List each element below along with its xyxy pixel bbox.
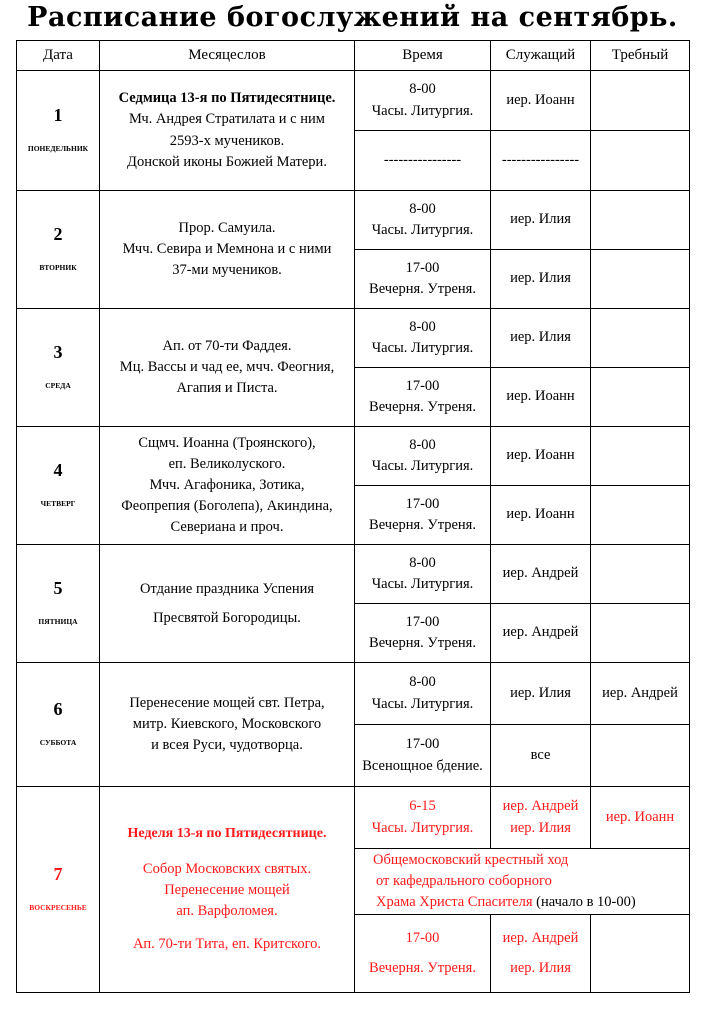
service-time: 8-00 <box>409 436 436 453</box>
table-row <box>17 191 690 250</box>
treb-cell <box>591 309 690 368</box>
service-time: 8-00 <box>409 318 436 335</box>
time-cell <box>355 545 491 604</box>
date-cell <box>17 545 100 663</box>
priest-name: иер. Илия <box>510 959 571 976</box>
treb-cell <box>591 545 690 604</box>
treb-cell <box>591 604 690 663</box>
service-time: 6-15 <box>409 798 436 815</box>
time-cell <box>355 71 491 131</box>
memo-line: Агапия и Писта. <box>176 380 278 396</box>
memo-line: 2593-х мучеников. <box>169 132 285 149</box>
service-name: Часы. Литургия. <box>371 458 474 474</box>
memo-line: Перенесение мощей <box>164 881 290 898</box>
service-time: 8-00 <box>409 674 436 691</box>
memo-line: Феопрепия (Боголепа), Акиндина, <box>121 498 333 514</box>
header-time: Время <box>355 41 491 71</box>
time-cell <box>355 309 491 368</box>
table-row <box>17 663 690 725</box>
service-name: Вечерня. Утреня. <box>369 399 476 415</box>
memo-line: Мчч. Агафоника, Зотика, <box>149 476 305 493</box>
priest-cell: иер. Иоанн <box>491 486 591 545</box>
priest-cell: иер. Илия <box>491 309 591 368</box>
day-name: СУББОТА <box>39 738 77 748</box>
day-name: ВТОРНИК <box>39 263 77 273</box>
treb-cell <box>591 368 690 427</box>
memo-line: Прор. Самуила. <box>178 219 276 236</box>
priest-cell: иер. Иоанн <box>491 71 591 131</box>
treb-cell <box>591 71 690 131</box>
time-cell <box>355 915 491 993</box>
memo-heading: Неделя 13-я по Пятидесятнице. <box>127 826 327 842</box>
time-cell <box>355 725 491 787</box>
service-time: 17-00 <box>405 377 440 394</box>
service-time: 17-00 <box>405 930 440 947</box>
header-menologion: Месяцеслов <box>100 41 355 71</box>
service-name: Всенощное бдение. <box>362 757 483 774</box>
service-time: 8-00 <box>409 554 436 571</box>
priest-cell: иер. Иоанн <box>491 368 591 427</box>
date-cell <box>17 663 100 787</box>
day-number: 2 <box>53 224 63 245</box>
service-name: Вечерня. Утреня. <box>369 635 476 651</box>
service-name: Часы. Литургия. <box>371 340 474 356</box>
header-row <box>17 41 690 71</box>
treb-cell <box>591 486 690 545</box>
procession-cell <box>355 849 690 915</box>
time-cell <box>355 250 491 309</box>
day-number: 6 <box>53 699 63 720</box>
menologion-cell <box>100 663 355 787</box>
memo-heading: Седмица 13-я по Пятидесятнице. <box>118 90 336 107</box>
priest-cell: все <box>491 725 591 787</box>
time-cell <box>355 787 491 849</box>
memo-line: Отдание праздника Успения <box>139 580 315 597</box>
service-name: Часы. Литургия. <box>371 222 474 238</box>
time-cell <box>355 486 491 545</box>
time-cell <box>355 427 491 486</box>
day-number: 4 <box>53 460 63 481</box>
menologion-cell <box>100 787 355 993</box>
header-priest: Служащий <box>491 41 591 71</box>
service-time: 8-00 <box>409 200 436 217</box>
priest-cell <box>491 915 591 993</box>
time-cell <box>355 368 491 427</box>
treb-cell <box>591 427 690 486</box>
date-cell <box>17 191 100 309</box>
memo-line: Севериана и проч. <box>170 519 284 536</box>
priest-name: иер. Андрей <box>502 930 579 947</box>
memo-line: Ап. от 70-ти Фаддея. <box>162 337 292 354</box>
service-name: Часы. Литургия. <box>371 819 474 836</box>
service-time: 17-00 <box>405 613 440 630</box>
treb-cell <box>591 915 690 993</box>
memo-line: Мчч. Севира и Мемнона и с ними <box>122 240 332 257</box>
memo-line: Сщмч. Иоанна (Троянского), <box>138 434 316 451</box>
memo-line: Мц. Вассы и чад ее, мчч. Феогния, <box>119 358 335 375</box>
memo-line: и всея Руси, чудотворца. <box>151 737 303 753</box>
memo-line: Пресвятой Богородицы. <box>153 609 301 626</box>
priest-cell: иер. Андрей <box>491 604 591 663</box>
memo-line: Перенесение мощей свт. Петра, <box>129 694 325 711</box>
day-number: 5 <box>53 578 63 599</box>
memo-line: еп. Великолуского. <box>168 455 286 472</box>
priest-cell: иер. Андрей <box>491 545 591 604</box>
date-cell <box>17 71 100 191</box>
table-row <box>17 71 690 131</box>
priest-cell: иер. Иоанн <box>491 427 591 486</box>
procession-line: от кафедрального соборного <box>376 872 552 889</box>
menologion-cell <box>100 309 355 427</box>
memo-line: митр. Киевского, Московского <box>132 715 322 732</box>
menologion-cell <box>100 427 355 545</box>
table-row <box>17 787 690 849</box>
time-cell <box>355 191 491 250</box>
service-name: Вечерня. Утреня. <box>369 517 476 533</box>
service-name: Вечерня. Утреня. <box>369 959 476 976</box>
day-name: ПЯТНИЦА <box>38 617 78 627</box>
service-name: Часы. Литургия. <box>371 102 474 119</box>
time-cell <box>355 663 491 725</box>
service-time: 17-00 <box>405 495 440 512</box>
day-number: 7 <box>53 864 63 885</box>
priest-name: иер. Андрей <box>502 798 579 815</box>
date-cell <box>17 427 100 545</box>
memo-line: Донской иконы Божией Матери. <box>127 153 327 170</box>
priest-cell: иер. Илия <box>491 191 591 250</box>
memo-line: Ап. 70-ти Тита, еп. Критского. <box>132 935 322 952</box>
day-number: 3 <box>53 342 63 363</box>
memo-line: Собор Московских святых. <box>142 860 312 877</box>
procession-line: Храма Христа Спасителя <box>376 894 533 910</box>
procession-line: Общемосковский крестный ход <box>373 851 569 868</box>
treb-cell: иер. Андрей <box>591 663 690 725</box>
time-cell: ---------------- <box>355 131 491 191</box>
treb-cell <box>591 725 690 787</box>
memo-line: 37-ми мучеников. <box>172 262 282 278</box>
date-cell <box>17 309 100 427</box>
table-row <box>17 427 690 486</box>
priest-cell: ---------------- <box>491 131 591 191</box>
treb-cell <box>591 131 690 191</box>
service-time: 8-00 <box>409 81 436 98</box>
table-row <box>17 545 690 604</box>
priest-name: иер. Илия <box>510 819 571 836</box>
day-name: ЧЕТВЕРГ <box>40 499 76 509</box>
table-row <box>17 309 690 368</box>
priest-cell: иер. Илия <box>491 250 591 309</box>
day-name: ПОНЕДЕЛЬНИК <box>27 144 89 154</box>
service-time: 17-00 <box>405 259 440 276</box>
treb-cell: иер. Иоанн <box>591 787 690 849</box>
service-name: Вечерня. Утреня. <box>369 281 476 297</box>
memo-line: ап. Варфоломея. <box>176 902 278 919</box>
memo-line: Мч. Андрея Стратилата и с ним <box>129 111 325 128</box>
date-cell <box>17 787 100 993</box>
treb-cell <box>591 250 690 309</box>
priest-cell: иер. Илия <box>491 663 591 725</box>
schedule-table <box>16 40 690 993</box>
service-name: Часы. Литургия. <box>371 576 474 592</box>
time-cell <box>355 604 491 663</box>
menologion-cell <box>100 71 355 191</box>
header-treb: Требный <box>591 41 690 71</box>
procession-note: (начало в 10-00) <box>536 894 636 910</box>
day-name: СРЕДА <box>45 381 71 391</box>
menologion-cell <box>100 191 355 309</box>
day-number: 1 <box>53 105 63 126</box>
menologion-cell <box>100 545 355 663</box>
service-time: 17-00 <box>405 736 440 753</box>
header-date: Дата <box>17 41 100 71</box>
treb-cell <box>591 191 690 250</box>
day-name: ВОСКРЕСЕНЬЕ <box>29 903 87 913</box>
page-title: Расписание богослужений на сентябрь. <box>27 2 678 33</box>
service-name: Часы. Литургия. <box>371 695 474 712</box>
priest-cell <box>491 787 591 849</box>
